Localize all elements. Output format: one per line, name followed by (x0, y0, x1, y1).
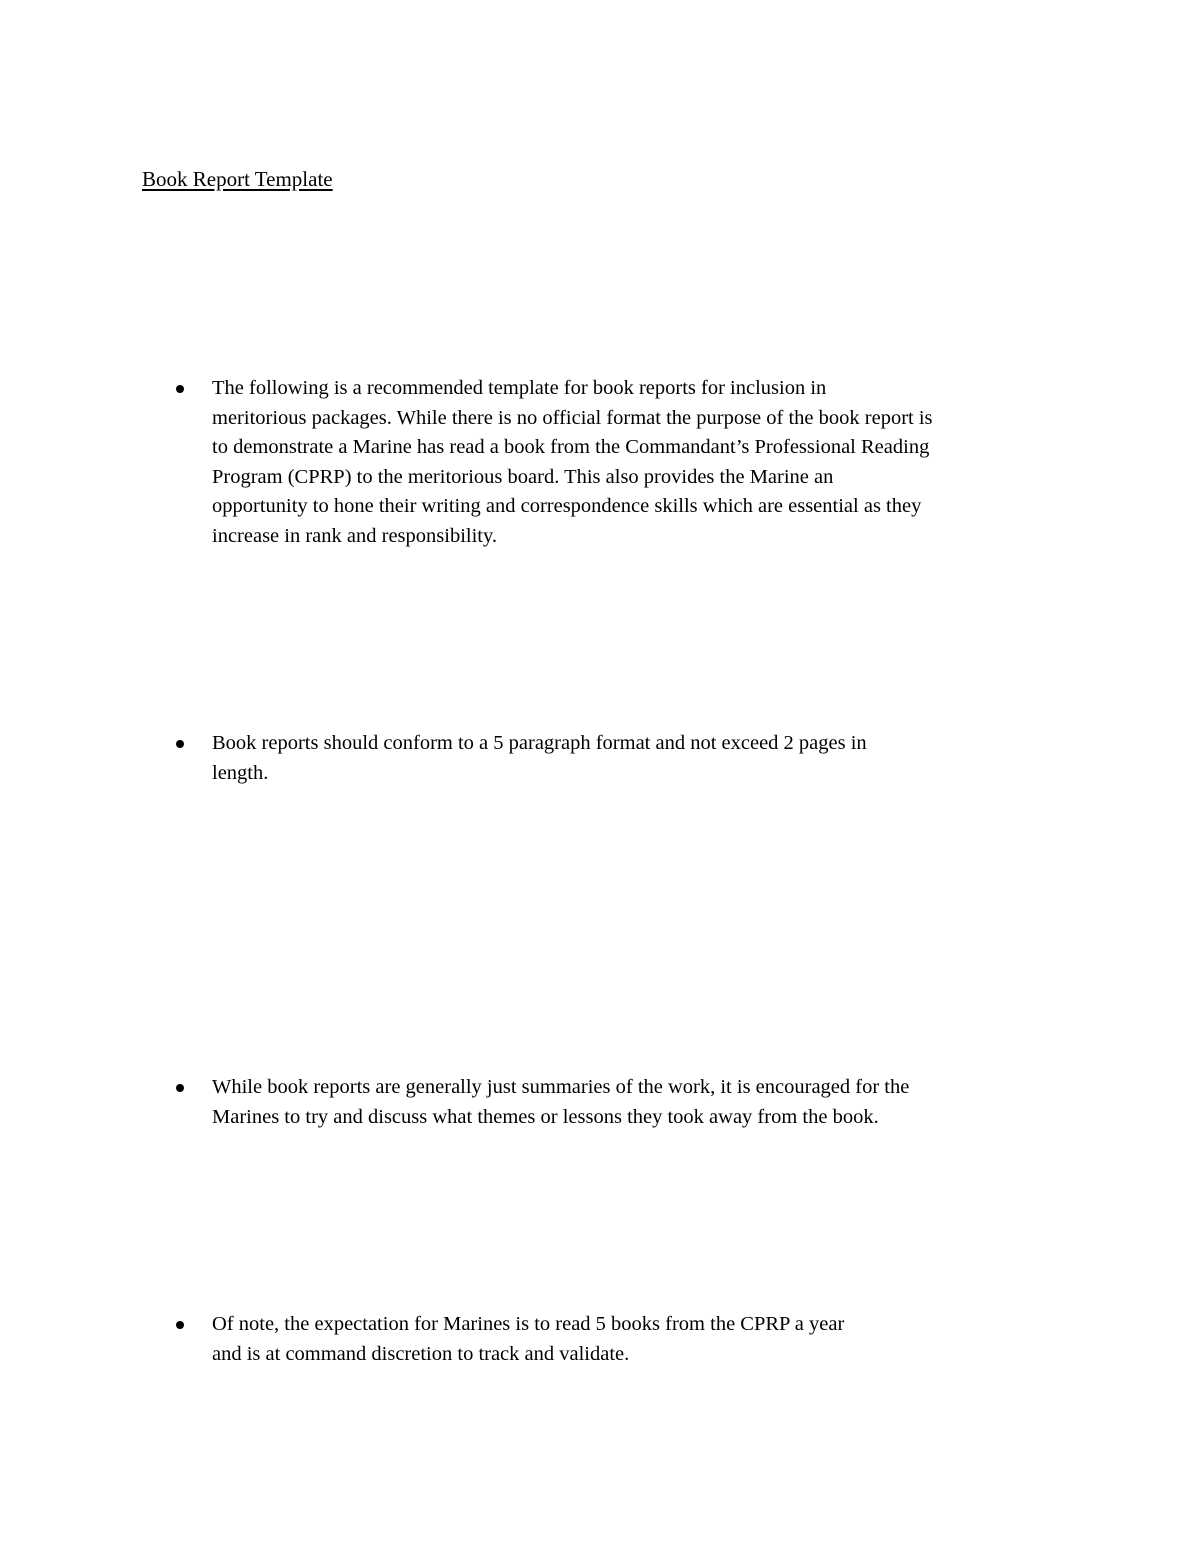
bullet-text (212, 1073, 1072, 1132)
bullet-line: While book reports are generally just summaries of the work, it is encouraged for the (212, 1076, 910, 1098)
bullet-text (212, 1310, 1072, 1369)
bullet-text (212, 374, 1072, 552)
bullet-line: increase in rank and responsibility. (212, 524, 498, 547)
bullet-line: to demonstrate a Marine has read a book from the Commandant’s Professional Reading (212, 436, 930, 459)
bullet-line: length. (212, 761, 269, 784)
bullet-line: meritorious packages. While there is no official format the purpose of the book report is (212, 406, 933, 429)
bullet-line: Book reports should conform to a 5 paragraph format and not exceed 2 pages in (212, 732, 867, 754)
bullet-icon (176, 740, 184, 748)
bullet-line: Of note, the expectation for Marines is to read 5 books from the CPRP a year (212, 1313, 845, 1335)
bullet-icon (176, 1084, 184, 1092)
bullet-line: and is at command discretion to track and validate. (212, 1342, 630, 1365)
document-title: Book Report Template (142, 167, 333, 191)
bullet-icon (176, 385, 184, 393)
bullet-line: Marines to try and discuss what themes or lessons they took away from the book. (212, 1105, 879, 1128)
bullet-line: The following is a recommended template for book reports for inclusion in (212, 377, 827, 399)
bullet-line: Program (CPRP) to the meritorious board. This also provides the Marine an (212, 465, 834, 488)
bullet-line: opportunity to hone their writing and correspondence skills which are essential as they (212, 495, 922, 518)
bullet-icon (176, 1321, 184, 1329)
bullet-text (212, 729, 1072, 788)
